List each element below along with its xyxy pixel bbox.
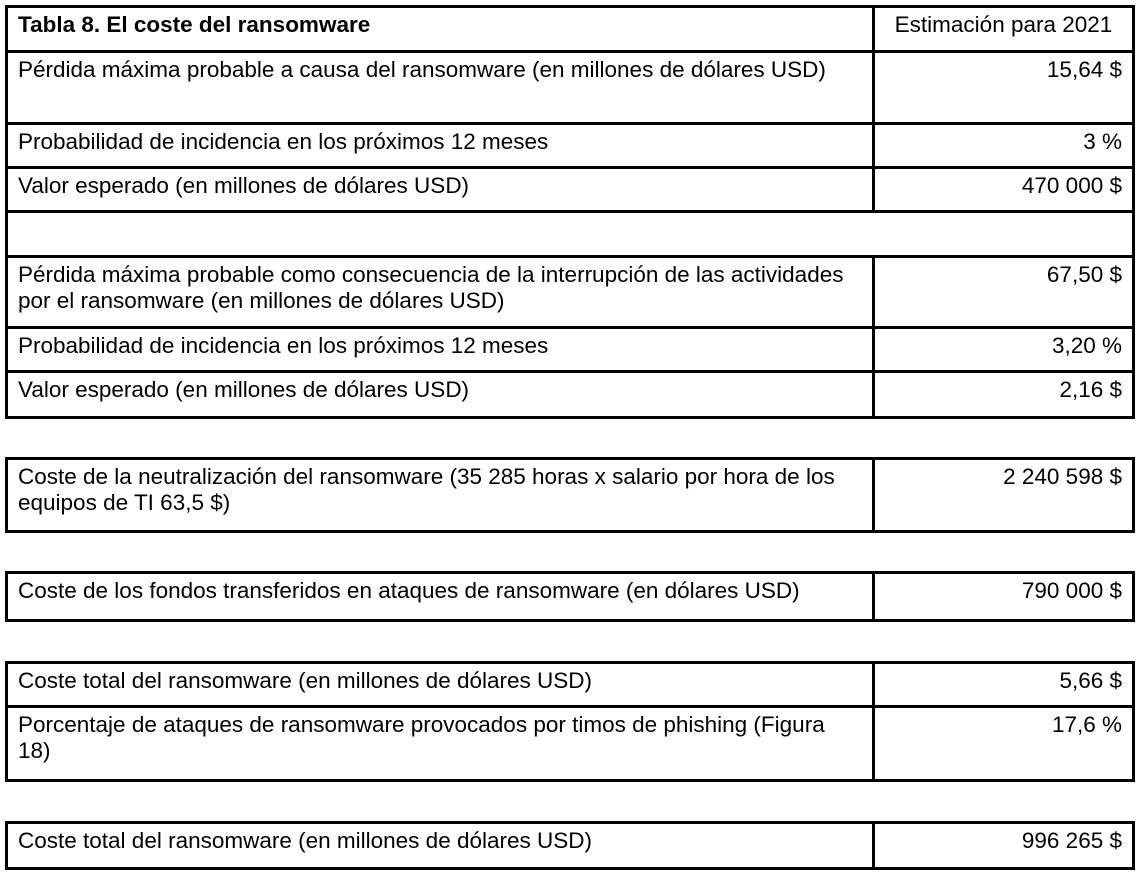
neutralization-cost-table (5, 457, 1135, 533)
cost-table (5, 5, 1135, 419)
total-cost-table (5, 661, 1135, 782)
row-label: Pérdida máxima probable a causa del ransomware (en millones de dólares USD) (7, 52, 874, 124)
row-value: 2 240 598 $ (874, 459, 1134, 532)
table-title: Tabla 8. El coste del ransomware (7, 7, 874, 52)
row-value: 17,6 % (874, 707, 1134, 781)
row-label: Coste total del ransomware (en millones de dólares USD) (7, 823, 874, 869)
row-label: Probabilidad de incidencia en los próximos 12 meses (7, 124, 874, 168)
table-row (7, 707, 1134, 781)
table-row (7, 168, 1134, 212)
table-row (7, 257, 1134, 328)
row-value: 996 265 $ (874, 823, 1134, 869)
table-row (7, 372, 1134, 418)
row-label: Valor esperado (en millones de dólares USD) (7, 168, 874, 212)
row-value: 3 % (874, 124, 1134, 168)
blank-spacer-row (7, 212, 1134, 257)
row-value: 470 000 $ (874, 168, 1134, 212)
table-row (7, 328, 1134, 372)
row-label: Pérdida máxima probable como consecuencia de la interrupción de las actividades por el ransomware (en millones de dólares USD) (7, 257, 874, 328)
table-row (7, 52, 1134, 124)
row-label: Probabilidad de incidencia en los próximos 12 meses (7, 328, 874, 372)
table-row (7, 124, 1134, 168)
table-row (7, 459, 1134, 532)
table-row (7, 663, 1134, 707)
blank-cell (7, 212, 1134, 257)
table-header-row (7, 7, 1134, 52)
transferred-funds-table (5, 571, 1135, 622)
row-value: 5,66 $ (874, 663, 1134, 707)
row-label: Coste de la neutralización del ransomware (35 285 horas x salario por hora de los equipos de TI 63,5 $) (7, 459, 874, 532)
table-row (7, 823, 1134, 869)
row-label: Valor esperado (en millones de dólares USD) (7, 372, 874, 418)
row-label: Coste total del ransomware (en millones de dólares USD) (7, 663, 874, 707)
row-value: 15,64 $ (874, 52, 1134, 124)
row-value: 2,16 $ (874, 372, 1134, 418)
column-header: Estimación para 2021 (874, 7, 1134, 52)
table-row (7, 573, 1134, 621)
row-label: Porcentaje de ataques de ransomware provocados por timos de phishing (Figura 18) (7, 707, 874, 781)
phishing-ransomware-cost-table (5, 821, 1135, 870)
row-label: Coste de los fondos transferidos en ataques de ransomware (en dólares USD) (7, 573, 874, 621)
row-value: 67,50 $ (874, 257, 1134, 328)
row-value: 3,20 % (874, 328, 1134, 372)
row-value: 790 000 $ (874, 573, 1134, 621)
